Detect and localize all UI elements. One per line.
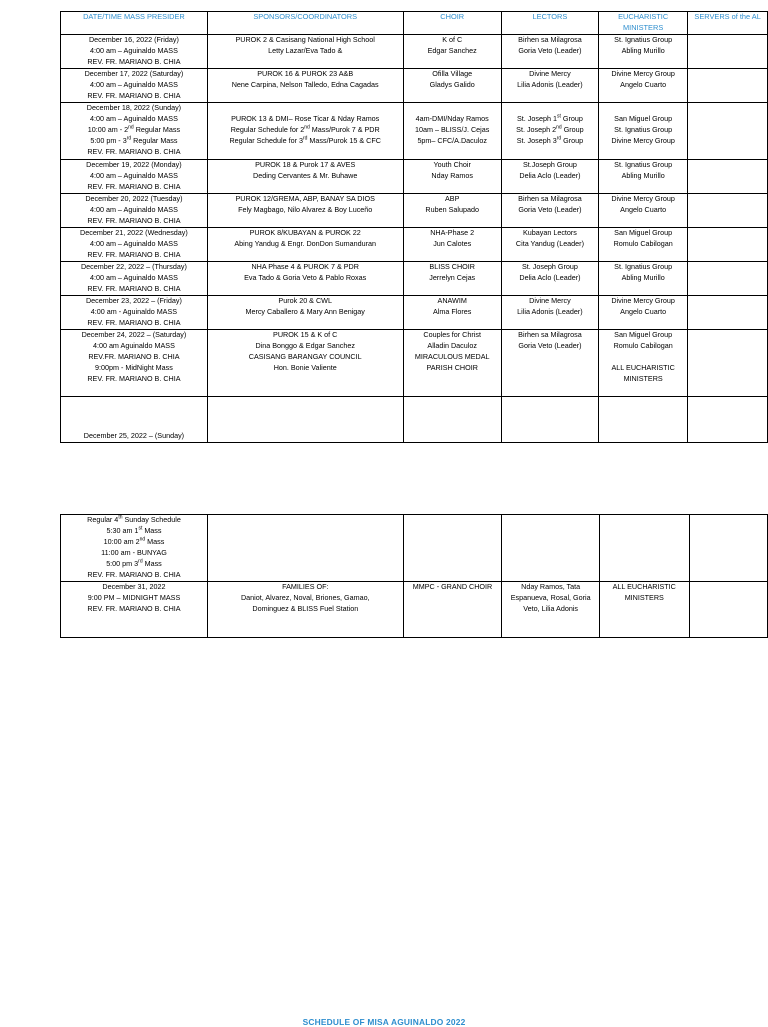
- cell-line: Fely Magbago, Nilo Alvarez & Boy Luceño: [238, 204, 373, 214]
- eucharistic-cell: [599, 228, 688, 262]
- schedule-table-extra: [60, 514, 768, 638]
- cell-line: Birhen sa Milagrosa: [518, 194, 582, 203]
- eucharistic-cell: [599, 194, 688, 228]
- cell-line: December 23, 2022 – (Friday): [85, 296, 182, 305]
- cell-line: CASISANG BARANGAY COUNCIL: [248, 351, 362, 361]
- cell-line: St.Joseph Group: [522, 160, 577, 169]
- cell-line: St. Joseph 1st Group: [517, 113, 583, 123]
- header-servers: SERVERS of the AL: [688, 12, 768, 35]
- cell-line: December 16, 2022 (Friday): [88, 35, 179, 44]
- cell-line: Jerrelyn Cejas: [429, 272, 476, 282]
- cell-line: PUROK 16 & PUROK 23 A&B: [257, 69, 354, 78]
- cell-line: 4:00 am – Aguinaldo MASS: [89, 204, 178, 214]
- schedule-table: [60, 11, 768, 443]
- cell-line: REV. FR. MARIANO B. CHIA: [87, 215, 181, 225]
- cell-line: REV. FR. MARIANO B. CHIA: [87, 373, 181, 383]
- cell-line: Romulo Cabilogan: [613, 340, 673, 350]
- cell-line: BLISS CHOIR: [429, 262, 475, 271]
- cell-line: [209, 103, 402, 114]
- cell-line: Mercy Caballero & Mary Ann Benigay: [245, 306, 365, 316]
- lectors-cell: [502, 582, 600, 638]
- lectors-cell: [501, 262, 598, 296]
- cell-line: 5:30 am 1st Mass: [106, 525, 162, 535]
- cell-line: Alma Flores: [433, 306, 472, 316]
- cell-line: Regular Schedule for 2nd Mass/Purok 7 & PDR: [230, 124, 380, 134]
- eucharistic-cell: [599, 296, 688, 330]
- cell-line: Divine Mercy: [529, 69, 571, 78]
- cell-line: Abling Murillo: [621, 170, 665, 180]
- schedule-row: [61, 582, 768, 638]
- cell-line: Regular Schedule for 3rd Mass/Purok 15 & CFC: [229, 135, 381, 145]
- servers-cell: [688, 228, 768, 262]
- schedule-row: [61, 262, 768, 296]
- cell-line: MIRACULOUS MEDAL: [414, 351, 490, 361]
- servers-cell: [688, 397, 768, 443]
- lectors-cell: [501, 35, 598, 69]
- cell-line: San Miguel Group: [614, 228, 673, 237]
- cell-line: December 24, 2022 – (Saturday): [81, 330, 187, 339]
- cell-line: St. Joseph Group: [521, 262, 578, 271]
- date-cell: [61, 35, 208, 69]
- date-cell: [61, 515, 208, 582]
- cell-line: 4am-DMI/Nday Ramos: [415, 113, 489, 123]
- sponsors-cell: [207, 262, 403, 296]
- cell-line: Goria Veto (Leader): [518, 340, 582, 350]
- cell-line: Regular 4th Sunday Schedule: [87, 514, 181, 524]
- cell-line: December 20, 2022 (Tuesday): [85, 194, 183, 203]
- choir-cell: [403, 194, 501, 228]
- header-eucharistic-line1: EUCHARISTIC: [618, 12, 669, 21]
- header-eucharistic: [599, 12, 688, 35]
- eucharistic-cell: [599, 103, 688, 160]
- cell-line: REV. FR. MARIANO B. CHIA: [87, 90, 181, 100]
- cell-line: Letty Lazar/Eva Tado &: [268, 45, 343, 55]
- cell-line: Edgar Sanchez: [427, 45, 477, 55]
- lectors-cell: [501, 160, 598, 194]
- lectors-cell: [501, 69, 598, 103]
- cell-line: [600, 103, 686, 114]
- cell-line: St. Joseph 2nd Group: [516, 124, 584, 134]
- header-eucharistic-line2: MINISTERS: [623, 22, 664, 32]
- sponsors-cell: [207, 194, 403, 228]
- eucharistic-cell: [599, 35, 688, 69]
- cell-line: 4:00 am – Aguinaldo MASS: [89, 45, 178, 55]
- cell-line: 4:00 am – Aguinaldo MASS: [89, 113, 178, 123]
- cell-line: REV. FR. MARIANO B. CHIA: [87, 283, 181, 293]
- cell-line: Ruben Salupado: [425, 204, 479, 214]
- cell-line: Divine Mercy Group: [611, 296, 675, 305]
- schedule-body-extra: [61, 515, 768, 638]
- sponsors-cell: [207, 515, 403, 582]
- cell-line: Lilia Adonis (Leader): [517, 79, 583, 89]
- cell-line: REV. FR. MARIANO B. CHIA: [87, 56, 181, 66]
- header-row: [61, 12, 768, 35]
- cell-line: 4:00 am – Aguinaldo MASS: [89, 272, 178, 282]
- lectors-cell: [501, 296, 598, 330]
- schedule-body: [61, 35, 768, 443]
- choir-cell: [403, 228, 501, 262]
- cell-line: Goria Veto (Leader): [518, 204, 582, 214]
- cell-line: San Miguel Group: [614, 330, 673, 339]
- lectors-cell: [501, 330, 598, 397]
- cell-line: Nene Carpina, Nelson Talledo, Edna Cagadas: [231, 79, 379, 89]
- servers-cell: [688, 103, 768, 160]
- sponsors-cell: [207, 160, 403, 194]
- cell-line: ABP: [445, 194, 460, 203]
- cell-line: MMPC - GRAND CHOIR: [412, 582, 493, 591]
- cell-line: 10:00 am - 2nd Regular Mass: [87, 124, 181, 134]
- cell-line: FAMILIES OF:: [282, 582, 329, 591]
- servers-cell: [689, 582, 767, 638]
- eucharistic-cell: [600, 515, 690, 582]
- cell-line: December 22, 2022 – (Thursday): [80, 262, 187, 271]
- cell-line: Delia Aclo (Leader): [519, 272, 581, 282]
- cell-line: 4:00 am – Aguinaldo MASS: [89, 238, 178, 248]
- header-choir: CHOIR: [403, 12, 501, 35]
- cell-line: Lilia Adonis (Leader): [517, 306, 583, 316]
- cell-line: Birhen sa Milagrosa: [518, 330, 582, 339]
- sponsors-cell: [207, 397, 403, 443]
- date-cell: [61, 194, 208, 228]
- sponsors-cell: [207, 35, 403, 69]
- cell-line: ALL EUCHARISTIC: [611, 362, 675, 372]
- cell-line: Dominguez & BLISS Fuel Station: [252, 603, 359, 613]
- date-cell: [61, 262, 208, 296]
- cell-line: Angelo Cuarto: [620, 79, 667, 89]
- cell-line: REV. FR. MARIANO B. CHIA: [87, 181, 181, 191]
- sponsors-cell: [207, 103, 403, 160]
- cell-line: Jun Calotes: [433, 238, 472, 248]
- sponsors-cell: [207, 296, 403, 330]
- cell-line: Delia Aclo (Leader): [519, 170, 581, 180]
- cell-line: Abling Murillo: [621, 45, 665, 55]
- cell-line: Romulo Cabilogan: [613, 238, 673, 248]
- cell-line: Deding Cervantes & Mr. Buhawe: [253, 170, 358, 180]
- cell-line: St. Ignatius Group: [614, 262, 673, 271]
- cell-line: MINISTERS: [623, 373, 663, 383]
- schedule-row: [61, 515, 768, 582]
- cell-line: December 31, 2022: [102, 582, 166, 591]
- cell-line: Goria Veto (Leader): [518, 45, 582, 55]
- cell-line: 4:00 am – Aguinaldo MASS: [89, 170, 178, 180]
- cell-line: Birhen sa Milagrosa: [518, 35, 582, 44]
- cell-line: December 17, 2022 (Saturday): [84, 69, 184, 78]
- schedule-row: [61, 160, 768, 194]
- cell-line: 11:00 am - BUNYAG: [101, 547, 167, 557]
- cell-line: PARISH CHOIR: [426, 362, 478, 372]
- cell-line: St. Ignatius Group: [614, 124, 673, 134]
- choir-cell: [403, 69, 501, 103]
- cell-line: REV. FR. MARIANO B. CHIA: [87, 146, 181, 156]
- date-cell: [61, 103, 208, 160]
- cell-line: Nday Ramos: [431, 170, 473, 180]
- servers-cell: [688, 160, 768, 194]
- eucharistic-cell: [599, 69, 688, 103]
- servers-cell: [688, 69, 768, 103]
- cell-line: Youth Choir: [433, 160, 471, 169]
- cell-line: Ofilla Village: [432, 69, 473, 78]
- cell-line: Hon. Bonie Valiente: [273, 362, 337, 372]
- cell-line: REV. FR. MARIANO B. CHIA: [87, 317, 181, 327]
- cell-line: 4:00 am – Aguinaldo MASS: [89, 79, 178, 89]
- servers-cell: [688, 35, 768, 69]
- cell-line: Divine Mercy Group: [611, 135, 675, 145]
- header-date: DATE/TIME MASS PRESIDER: [61, 12, 208, 35]
- eucharistic-cell: [599, 262, 688, 296]
- date-cell: [61, 330, 208, 397]
- cell-line: 4:00 am Aguinaldo MASS: [92, 340, 175, 350]
- cell-line: Nday Ramos, Tata: [521, 582, 581, 591]
- choir-cell: [403, 103, 501, 160]
- choir-cell: [403, 515, 502, 582]
- cell-line: 10:00 am 2nd Mass: [103, 536, 165, 546]
- choir-cell: [403, 330, 501, 397]
- cell-line: [600, 352, 686, 363]
- cell-line: 4:00 am - Aguinaldo MASS: [90, 306, 178, 316]
- cell-line: Veto, Lilia Adonis: [523, 603, 579, 613]
- cell-line: PUROK 8/KUBAYAN & PUROK 22: [249, 228, 361, 237]
- servers-cell: [688, 330, 768, 397]
- cell-line: PUROK 13 & DMI– Rose Ticar & Nday Ramos: [231, 113, 380, 123]
- cell-line: [405, 103, 500, 114]
- cell-line: Daniot, Alvarez, Noval, Briones, Gamao,: [240, 592, 370, 602]
- schedule-row: [61, 69, 768, 103]
- cell-line: Divine Mercy Group: [611, 69, 675, 78]
- eucharistic-cell: [599, 160, 688, 194]
- choir-cell: [403, 296, 501, 330]
- sponsors-cell: [207, 582, 403, 638]
- cell-line: Eva Tado & Goria Veto & Pablo Roxas: [244, 272, 367, 282]
- cell-line: NHA-Phase 2: [430, 228, 475, 237]
- cell-line: Divine Mercy Group: [611, 194, 675, 203]
- date-cell: [61, 69, 208, 103]
- schedule-row: [61, 296, 768, 330]
- choir-cell: [403, 160, 501, 194]
- cell-line: Angelo Cuarto: [620, 306, 667, 316]
- cell-line: REV. FR. MARIANO B. CHIA: [87, 569, 181, 579]
- cell-line: Purok 20 & CWL: [278, 296, 332, 305]
- cell-line: St. Joseph 3rd Group: [516, 135, 584, 145]
- cell-line: 9:00pm - MidNight Mass: [94, 362, 173, 372]
- cell-line: MINISTERS: [624, 592, 664, 602]
- sponsors-cell: [207, 228, 403, 262]
- cell-line: 5:00 pm 3rd Mass: [106, 558, 162, 568]
- cell-line: ALL EUCHARISTIC: [612, 582, 676, 591]
- eucharistic-cell: [599, 330, 688, 397]
- header-sponsors: SPONSORS/COORDINATORS: [207, 12, 403, 35]
- cell-line: Abing Yandug & Engr. DonDon Sumanduran: [234, 238, 376, 248]
- cell-line: Dina Bonggo & Edgar Sanchez: [255, 340, 355, 350]
- servers-cell: [688, 194, 768, 228]
- schedule-row: [61, 35, 768, 69]
- lectors-cell: [501, 103, 598, 160]
- servers-cell: [688, 296, 768, 330]
- date-cell: [61, 296, 208, 330]
- cell-line: Kubayan Lectors: [522, 228, 577, 237]
- cell-line: PUROK 12/GREMA, ABP, BANAY SA DIOS: [235, 194, 375, 203]
- cell-line: St. Ignatius Group: [614, 160, 673, 169]
- schedule-row: [61, 228, 768, 262]
- choir-cell: [403, 35, 501, 69]
- cell-line: December 25, 2022 – (Sunday): [83, 431, 185, 441]
- cell-line: 10am – BLISS/J. Cejas: [415, 124, 490, 134]
- document-title: SCHEDULE OF MISA AGUINALDO 2022: [302, 1017, 466, 1027]
- schedule-row: [61, 330, 768, 397]
- schedule-row: [61, 397, 768, 443]
- date-cell: [61, 228, 208, 262]
- cell-line: Angelo Cuarto: [620, 204, 667, 214]
- cell-line: [503, 103, 597, 114]
- date-cell: [61, 397, 208, 443]
- cell-line: PUROK 18 & Purok 17 & AVES: [255, 160, 356, 169]
- cell-line: Espanueva, Rosal, Goria: [510, 592, 591, 602]
- eucharistic-cell: [599, 397, 688, 443]
- choir-cell: [403, 582, 502, 638]
- cell-line: PUROK 2 & Casisang National High School: [235, 35, 375, 44]
- cell-line: December 19, 2022 (Monday): [86, 160, 182, 169]
- servers-cell: [689, 515, 767, 582]
- schedule-row: [61, 103, 768, 160]
- choir-cell: [403, 262, 501, 296]
- choir-cell: [403, 397, 501, 443]
- servers-cell: [688, 262, 768, 296]
- header-lectors: LECTORS: [501, 12, 598, 35]
- cell-line: Gladys Galido: [429, 79, 475, 89]
- lectors-cell: [501, 194, 598, 228]
- cell-line: 9:00 PM – MIDNIGHT MASS: [87, 592, 181, 602]
- cell-line: December 21, 2022 (Wednesday): [80, 228, 188, 237]
- cell-line: December 18, 2022 (Sunday): [86, 103, 182, 112]
- cell-line: Alladin Daculoz: [427, 340, 477, 350]
- lectors-cell: [501, 397, 598, 443]
- cell-line: NHA Phase 4 & PUROK 7 & PDR: [251, 262, 359, 271]
- cell-line: Cita Yandug (Leader): [515, 238, 584, 248]
- cell-line: REV.FR. MARIANO B. CHIA: [88, 351, 180, 361]
- cell-line: Couples for Christ: [423, 330, 481, 339]
- lectors-cell: [501, 228, 598, 262]
- sponsors-cell: [207, 69, 403, 103]
- date-cell: [61, 160, 208, 194]
- cell-line: St. Ignatius Group: [614, 35, 673, 44]
- cell-line: Abling Murillo: [621, 272, 665, 282]
- schedule-row: [61, 194, 768, 228]
- cell-line: 5pm– CFC/A.Daculoz: [417, 135, 487, 145]
- cell-line: PUROK 15 & K of C: [273, 330, 338, 339]
- sponsors-cell: [207, 330, 403, 397]
- date-cell: [61, 582, 208, 638]
- cell-line: Divine Mercy: [529, 296, 571, 305]
- cell-line: REV. FR. MARIANO B. CHIA: [87, 603, 181, 613]
- cell-line: San Miguel Group: [614, 113, 673, 123]
- eucharistic-cell: [600, 582, 690, 638]
- cell-line: ANAWIM: [437, 296, 467, 305]
- cell-line: K of C: [442, 35, 463, 44]
- cell-line: REV. FR. MARIANO B. CHIA: [87, 249, 181, 259]
- lectors-cell: [502, 515, 600, 582]
- cell-line: 5:00 pm - 3rd Regular Mass: [90, 135, 178, 145]
